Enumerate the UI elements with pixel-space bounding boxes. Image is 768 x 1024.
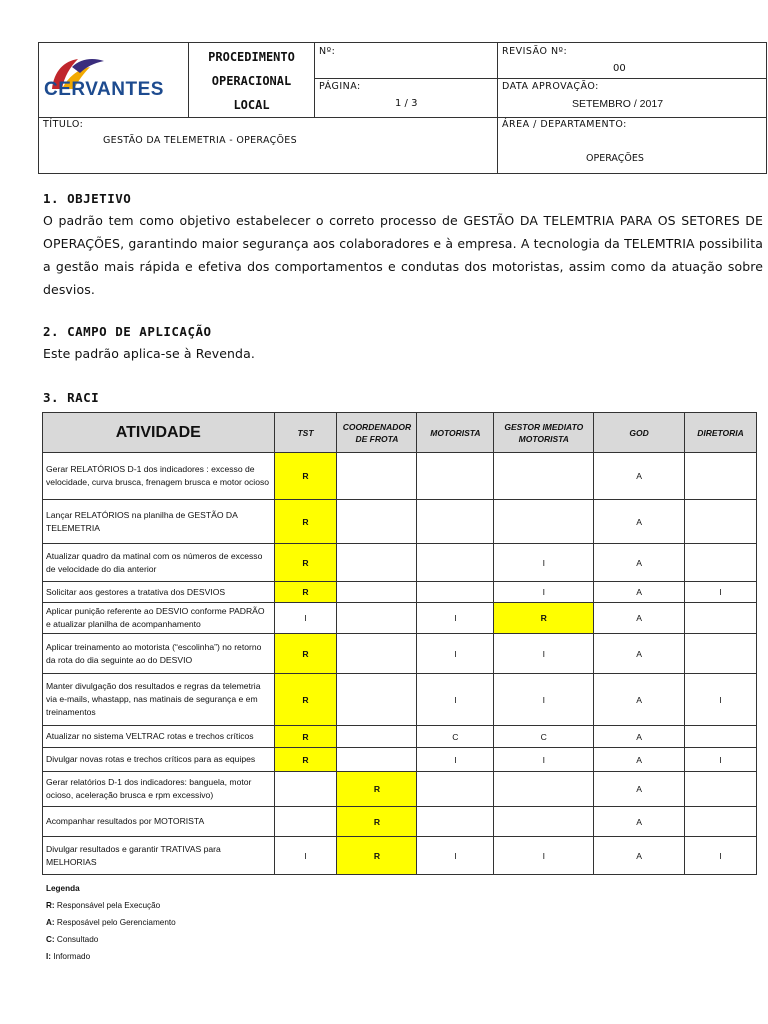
titulo-label: TÍTULO:: [43, 119, 84, 130]
table-row: [43, 726, 757, 748]
raci-cell: R: [337, 772, 417, 807]
raci-cell: [685, 634, 757, 674]
legend-item: [46, 901, 160, 910]
section-objetivo-title: 1. OBJETIVO: [43, 191, 132, 206]
raci-table: [42, 412, 757, 875]
raci-cell: [337, 726, 417, 748]
table-row: [43, 748, 757, 772]
brand-name: CERVANTES: [44, 79, 164, 100]
table-row: [43, 837, 757, 875]
legend-title: Legenda: [46, 884, 80, 893]
raci-cell: [337, 500, 417, 544]
section-campo-text: Este padrão aplica-se à Revenda.: [43, 346, 255, 361]
table-row: [43, 453, 757, 500]
raci-cell: R: [337, 837, 417, 875]
legend-text: Consultado: [54, 935, 99, 944]
raci-cell: [274, 772, 337, 807]
raci-cell: I: [417, 837, 494, 875]
raci-cell: R: [494, 603, 594, 634]
header-gestor: GESTOR IMEDIATO MOTORISTA: [494, 413, 594, 453]
table-row: [43, 807, 757, 837]
activity-cell: Divulgar resultados e garantir TRATIVAS para MELHORIAS: [43, 837, 275, 875]
legend-item: [46, 935, 98, 944]
raci-cell: A: [594, 674, 685, 726]
raci-cell: [337, 453, 417, 500]
raci-cell: I: [494, 748, 594, 772]
raci-cell: I: [685, 674, 757, 726]
section-objetivo-text: O padrão tem como objetivo estabelecer o correto processo de GESTÃO DA TELEMTRIA PARA OS SETORES DE OPERAÇÕES, garantindo maior segurança aos colaboradores e à empresa. A tecnologia da TELEMTRIA possibilita a gestão mais rápida e efetiva dos comportamentos e condutas dos motoristas, assim como da atuação sobre desvios.: [43, 213, 763, 297]
raci-cell: R: [274, 674, 337, 726]
header-god: GOD: [594, 413, 685, 453]
pagina-label: PÁGINA:: [319, 81, 361, 92]
raci-cell: [685, 544, 757, 582]
raci-cell: [685, 726, 757, 748]
activity-cell: Solicitar aos gestores a tratativa dos DESVIOS: [43, 582, 275, 603]
raci-cell: [685, 453, 757, 500]
table-row: [43, 674, 757, 726]
activity-cell: Lançar RELATÓRIOS na planilha de GESTÃO DA TELEMETRIA: [43, 500, 275, 544]
legend-key: C:: [46, 935, 55, 944]
raci-cell: [337, 544, 417, 582]
raci-cell: [685, 603, 757, 634]
raci-cell: I: [274, 603, 337, 634]
table-row: [43, 544, 757, 582]
raci-cell: A: [594, 634, 685, 674]
raci-cell: I: [494, 544, 594, 582]
raci-cell: R: [274, 582, 337, 603]
document-header: [38, 42, 767, 174]
legend-key: I:: [46, 952, 52, 961]
raci-cell: R: [274, 634, 337, 674]
raci-cell: R: [337, 807, 417, 837]
raci-cell: A: [594, 603, 685, 634]
raci-cell: I: [494, 634, 594, 674]
raci-cell: I: [494, 674, 594, 726]
raci-cell: A: [594, 772, 685, 807]
raci-cell: [494, 772, 594, 807]
legend-item: [46, 952, 90, 961]
raci-cell: [417, 453, 494, 500]
activity-cell: Acompanhar resultados por MOTORISTA: [43, 807, 275, 837]
raci-cell: [274, 807, 337, 837]
raci-cell: R: [274, 748, 337, 772]
raci-cell: I: [494, 582, 594, 603]
revisao-value: 00: [613, 63, 626, 74]
activity-cell: Manter divulgação dos resultados e regras da telemetria via e-mails, whastapp, nas matinais de segurança e em treinamentos: [43, 674, 275, 726]
header-motorista: MOTORISTA: [417, 413, 494, 453]
activity-cell: Atualizar no sistema VELTRAC rotas e trechos críticos: [43, 726, 275, 748]
activity-cell: Divulgar novas rotas e trechos críticos para as equipes: [43, 748, 275, 772]
raci-cell: R: [274, 453, 337, 500]
raci-cell: R: [274, 726, 337, 748]
raci-cell: [685, 807, 757, 837]
legend-text: Responsável pela Execução: [54, 901, 161, 910]
titulo-value: GESTÃO DA TELEMETRIA - OPERAÇÕES: [103, 135, 297, 146]
raci-cell: [417, 582, 494, 603]
raci-cell: I: [417, 674, 494, 726]
raci-cell: I: [685, 582, 757, 603]
activity-cell: Aplicar treinamento ao motorista (“escolinha”) no retorno da rota do dia seguinte ao do DESVIO: [43, 634, 275, 674]
header-coordenador: COORDENADOR DE FROTA: [337, 413, 417, 453]
raci-cell: [417, 544, 494, 582]
legend-text: Resposável pelo Gerenciamento: [54, 918, 176, 927]
raci-cell: [494, 453, 594, 500]
raci-cell: [494, 500, 594, 544]
raci-cell: I: [274, 837, 337, 875]
raci-cell: A: [594, 453, 685, 500]
raci-cell: I: [685, 837, 757, 875]
activity-cell: Gerar RELATÓRIOS D-1 dos indicadores : excesso de velocidade, curva brusca, frenagem brusca e motor ocioso: [43, 453, 275, 500]
revisao-label: REVISÃO Nº:: [502, 46, 568, 57]
area-value: OPERAÇÕES: [586, 153, 644, 164]
table-row: [43, 603, 757, 634]
raci-cell: [417, 772, 494, 807]
data-aprovacao-value: SETEMBRO / 2017: [572, 98, 664, 110]
raci-cell: [337, 674, 417, 726]
table-row: [43, 582, 757, 603]
numero-label: Nº:: [319, 46, 336, 57]
raci-cell: [685, 500, 757, 544]
raci-cell: R: [274, 500, 337, 544]
table-row: [43, 772, 757, 807]
legend-key: R:: [46, 901, 55, 910]
raci-cell: C: [417, 726, 494, 748]
section-campo-title: 2. CAMPO DE APLICAÇÃO: [43, 324, 212, 339]
raci-cell: I: [417, 634, 494, 674]
raci-cell: I: [494, 837, 594, 875]
area-label: ÁREA / DEPARTAMENTO:: [502, 119, 627, 130]
raci-cell: I: [685, 748, 757, 772]
activity-cell: Gerar relatórios D-1 dos indicadores: banguela, motor ocioso, aceleração brusca e rpm excessivo): [43, 772, 275, 807]
pagina-value: 1 / 3: [395, 98, 418, 109]
raci-cell: [417, 500, 494, 544]
header-atividade: ATIVIDADE: [43, 413, 275, 453]
raci-cell: I: [417, 603, 494, 634]
header-diretoria: DIRETORIA: [685, 413, 757, 453]
procedure-title: PROCEDIMENTO OPERACIONAL LOCAL: [208, 50, 295, 112]
raci-cell: I: [417, 748, 494, 772]
raci-cell: [337, 634, 417, 674]
raci-cell: [337, 748, 417, 772]
raci-cell: A: [594, 748, 685, 772]
legend-item: [46, 918, 176, 927]
raci-cell: A: [594, 837, 685, 875]
raci-cell: A: [594, 582, 685, 603]
raci-cell: [337, 582, 417, 603]
raci-cell: [685, 772, 757, 807]
raci-cell: A: [594, 807, 685, 837]
legend-text: Informado: [51, 952, 91, 961]
raci-cell: C: [494, 726, 594, 748]
raci-cell: A: [594, 544, 685, 582]
section-raci-title: 3. RACI: [43, 390, 100, 405]
raci-cell: A: [594, 726, 685, 748]
raci-cell: A: [594, 500, 685, 544]
activity-cell: Atualizar quadro da matinal com os números de excesso de velocidade do dia anterior: [43, 544, 275, 582]
table-row: [43, 500, 757, 544]
data-aprovacao-label: DATA APROVAÇÃO:: [502, 81, 599, 92]
raci-cell: [417, 807, 494, 837]
raci-cell: [337, 603, 417, 634]
raci-cell: R: [274, 544, 337, 582]
raci-cell: [494, 807, 594, 837]
legend-key: A:: [46, 918, 55, 927]
table-row: [43, 634, 757, 674]
activity-cell: Aplicar punição referente ao DESVIO conforme PADRÃO e atualizar planilha de acompanhamento: [43, 603, 275, 634]
header-tst: TST: [274, 413, 337, 453]
